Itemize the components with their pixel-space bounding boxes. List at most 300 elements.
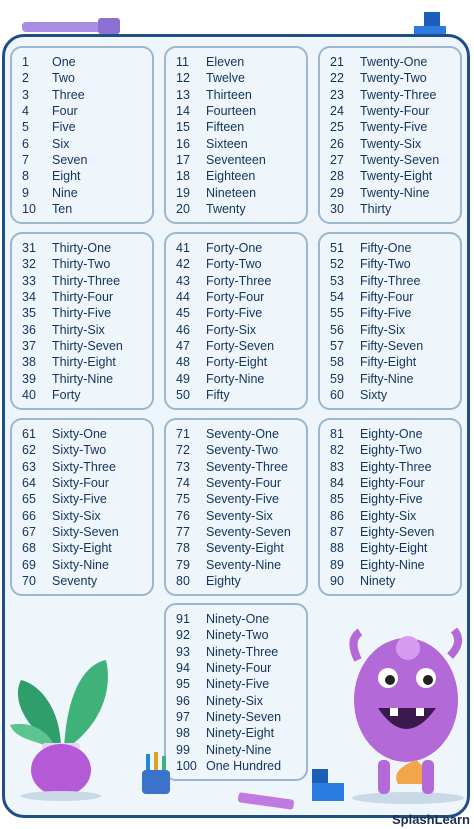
number-value: 94 <box>176 661 190 676</box>
number-value: 80 <box>176 573 190 588</box>
number-value: 59 <box>330 371 344 386</box>
number-word: Sixty-Two <box>52 443 107 458</box>
number-word: Fifty-One <box>360 241 412 256</box>
number-row <box>12 370 152 386</box>
number-value: 87 <box>330 524 344 539</box>
number-word: Seventy-Eight <box>206 541 284 556</box>
number-row <box>320 442 460 458</box>
number-value: 24 <box>330 104 344 119</box>
number-row <box>12 201 152 217</box>
number-word: Ninety-Eight <box>206 726 275 741</box>
number-value: 97 <box>176 709 190 724</box>
number-row <box>320 573 460 589</box>
number-value: 96 <box>176 693 190 708</box>
number-row <box>166 524 306 540</box>
number-value: 50 <box>176 387 190 402</box>
number-value: 42 <box>176 257 190 272</box>
number-card <box>318 46 462 224</box>
number-row <box>320 119 460 135</box>
number-card <box>164 46 308 224</box>
number-row <box>12 459 152 475</box>
number-word: Sixty-Eight <box>52 541 112 556</box>
number-word: Forty-Seven <box>206 338 275 353</box>
number-value: 43 <box>176 273 190 288</box>
pencil-cup-icon <box>138 752 174 798</box>
number-word: Thirty-One <box>52 241 112 256</box>
number-card <box>10 418 154 596</box>
number-row <box>12 305 152 321</box>
number-row <box>166 611 306 627</box>
number-word: Forty-Nine <box>206 371 265 386</box>
number-row <box>12 387 152 403</box>
number-value: 63 <box>22 459 36 474</box>
number-value: 37 <box>22 338 36 353</box>
number-value: 53 <box>330 273 344 288</box>
number-value: 16 <box>176 136 190 151</box>
number-value: 89 <box>330 557 344 572</box>
number-value: 56 <box>330 322 344 337</box>
number-word: Thirteen <box>206 87 252 102</box>
number-value: 33 <box>22 273 36 288</box>
number-value: 72 <box>176 443 190 458</box>
number-word: Thirty-Four <box>52 290 114 305</box>
number-value: 12 <box>176 71 190 86</box>
number-value: 98 <box>176 726 190 741</box>
number-row <box>12 540 152 556</box>
number-row <box>166 338 306 354</box>
number-row <box>12 354 152 370</box>
number-word: Fifty-Six <box>360 322 406 337</box>
number-word: Eleven <box>206 55 245 70</box>
number-value: 22 <box>330 71 344 86</box>
number-value: 38 <box>22 355 36 370</box>
number-value: 58 <box>330 355 344 370</box>
number-row <box>166 387 306 403</box>
number-word: Sixty <box>360 387 388 402</box>
number-value: 79 <box>176 557 190 572</box>
number-word: Eighty-Two <box>360 443 422 458</box>
number-row <box>320 70 460 86</box>
number-row <box>12 426 152 442</box>
pencil-icon <box>232 790 302 812</box>
number-row <box>166 152 306 168</box>
number-row <box>320 305 460 321</box>
number-word: Eight <box>52 169 81 184</box>
number-word: Thirty <box>360 201 392 216</box>
number-word: Thirty-Two <box>52 257 111 272</box>
number-word: Sixty-Four <box>52 476 109 491</box>
number-value: 64 <box>22 476 36 491</box>
number-word: Twenty <box>206 201 246 216</box>
number-word: Seventy-Seven <box>206 524 291 539</box>
number-word: Twenty-Six <box>360 136 422 151</box>
number-row <box>320 556 460 572</box>
number-row <box>166 87 306 103</box>
number-row <box>12 289 152 305</box>
number-row <box>12 184 152 200</box>
number-word: Sixty-Nine <box>52 557 109 572</box>
number-row <box>166 240 306 256</box>
number-value: 45 <box>176 306 190 321</box>
number-value: 60 <box>330 387 344 402</box>
number-word: Five <box>52 120 76 135</box>
number-row <box>12 507 152 523</box>
number-value: 70 <box>22 573 36 588</box>
number-row <box>320 152 460 168</box>
number-row <box>166 442 306 458</box>
number-value: 6 <box>22 136 29 151</box>
number-word: Fifty-Seven <box>360 338 424 353</box>
number-row <box>12 168 152 184</box>
number-value: 93 <box>176 644 190 659</box>
number-value: 35 <box>22 306 36 321</box>
number-value: 9 <box>22 185 29 200</box>
number-row <box>12 475 152 491</box>
number-value: 39 <box>22 371 36 386</box>
number-row <box>320 507 460 523</box>
number-word: Twenty-One <box>360 55 428 70</box>
number-word: One Hundred <box>206 758 282 773</box>
number-row <box>12 87 152 103</box>
number-word: Forty-Three <box>206 273 272 288</box>
number-word: Eighty-Seven <box>360 524 435 539</box>
number-row <box>166 321 306 337</box>
number-row <box>12 491 152 507</box>
number-word: Eighty-Nine <box>360 557 425 572</box>
number-word: Ninety-Seven <box>206 709 282 724</box>
number-word: Forty-Six <box>206 322 256 337</box>
number-value: 71 <box>176 427 190 442</box>
number-value: 10 <box>22 201 36 216</box>
number-value: 36 <box>22 322 36 337</box>
number-word: Twenty-Five <box>360 120 428 135</box>
number-word: Eighty <box>206 573 241 588</box>
number-word: Eighty-Four <box>360 476 425 491</box>
number-row <box>320 426 460 442</box>
number-word: Thirty-Nine <box>52 371 114 386</box>
number-value: 99 <box>176 742 190 757</box>
number-word: Fifty-Nine <box>360 371 414 386</box>
number-value: 19 <box>176 185 190 200</box>
number-value: 15 <box>176 120 190 135</box>
number-word: Forty-Eight <box>206 355 268 370</box>
number-word: Ninety-One <box>206 612 270 627</box>
number-word: Seventy-Three <box>206 459 288 474</box>
number-row <box>12 256 152 272</box>
number-word: Sixty-Six <box>52 508 101 523</box>
number-row <box>320 256 460 272</box>
number-row <box>320 135 460 151</box>
number-value: 4 <box>22 104 29 119</box>
number-word: Thirty-Five <box>52 306 112 321</box>
number-word: Six <box>52 136 70 151</box>
number-value: 7 <box>22 152 29 167</box>
number-word: Twelve <box>206 71 245 86</box>
number-row <box>12 524 152 540</box>
number-word: Four <box>52 104 78 119</box>
number-word: Ninety-Four <box>206 661 272 676</box>
number-row <box>12 321 152 337</box>
number-value: 31 <box>22 241 36 256</box>
number-row <box>166 660 306 676</box>
number-row <box>166 370 306 386</box>
number-row <box>320 338 460 354</box>
number-value: 88 <box>330 541 344 556</box>
number-row <box>320 87 460 103</box>
number-row <box>320 524 460 540</box>
number-row <box>166 103 306 119</box>
number-row <box>166 70 306 86</box>
number-value: 55 <box>330 306 344 321</box>
number-row <box>166 627 306 643</box>
number-row <box>166 168 306 184</box>
number-word: One <box>52 55 76 70</box>
number-row <box>166 459 306 475</box>
number-value: 62 <box>22 443 36 458</box>
number-row <box>166 741 306 757</box>
number-word: Eighty-Six <box>360 508 417 523</box>
number-row <box>320 459 460 475</box>
number-value: 65 <box>22 492 36 507</box>
monster-icon <box>338 620 474 810</box>
number-value: 11 <box>176 55 189 70</box>
number-word: Ten <box>52 201 73 216</box>
number-value: 84 <box>330 476 344 491</box>
number-value: 90 <box>330 573 344 588</box>
number-value: 20 <box>176 201 190 216</box>
number-word: Twenty-Nine <box>360 185 430 200</box>
number-word: Seventy-Two <box>206 443 279 458</box>
number-value: 14 <box>176 104 190 119</box>
number-card <box>318 418 462 596</box>
number-word: Two <box>52 71 75 86</box>
number-word: Eighty-One <box>360 427 423 442</box>
number-row <box>166 676 306 692</box>
number-row <box>12 152 152 168</box>
number-word: Ninety-Three <box>206 644 279 659</box>
number-word: Forty-Four <box>206 290 265 305</box>
number-word: Nineteen <box>206 185 257 200</box>
number-row <box>12 442 152 458</box>
number-word: Twenty-Four <box>360 104 430 119</box>
number-row <box>166 725 306 741</box>
number-word: Sixty-Seven <box>52 524 119 539</box>
number-word: Fifteen <box>206 120 245 135</box>
number-card <box>318 232 462 410</box>
number-value: 26 <box>330 136 344 151</box>
number-row <box>12 240 152 256</box>
number-word: Forty-Two <box>206 257 262 272</box>
number-row <box>320 370 460 386</box>
number-word: Seventy-Four <box>206 476 282 491</box>
number-word: Sixty-Three <box>52 459 116 474</box>
number-value: 57 <box>330 338 344 353</box>
number-row <box>166 426 306 442</box>
number-value: 76 <box>176 508 190 523</box>
number-row <box>320 184 460 200</box>
eraser-icon <box>98 18 120 34</box>
number-card <box>164 418 308 596</box>
number-word: Three <box>52 87 85 102</box>
number-word: Thirty-Eight <box>52 355 116 370</box>
number-value: 68 <box>22 541 36 556</box>
number-row <box>320 201 460 217</box>
number-value: 77 <box>176 524 190 539</box>
number-value: 83 <box>330 459 344 474</box>
number-word: Eighty-Three <box>360 459 432 474</box>
number-value: 86 <box>330 508 344 523</box>
number-row <box>166 305 306 321</box>
number-row <box>12 573 152 589</box>
number-value: 48 <box>176 355 190 370</box>
number-row <box>166 507 306 523</box>
number-value: 75 <box>176 492 190 507</box>
number-value: 8 <box>22 169 29 184</box>
number-word: Nine <box>52 185 78 200</box>
number-value: 66 <box>22 508 36 523</box>
number-row <box>320 240 460 256</box>
number-value: 49 <box>176 371 190 386</box>
number-row <box>166 289 306 305</box>
number-row <box>320 289 460 305</box>
number-word: Fifty-Two <box>360 257 411 272</box>
number-row <box>166 135 306 151</box>
number-row <box>166 644 306 660</box>
number-row <box>166 709 306 725</box>
number-row <box>166 54 306 70</box>
number-card <box>164 603 308 781</box>
number-row <box>166 540 306 556</box>
number-value: 81 <box>330 427 344 442</box>
number-row <box>320 103 460 119</box>
number-row <box>166 758 306 774</box>
number-value: 40 <box>22 387 36 402</box>
number-word: Fifty-Five <box>360 306 412 321</box>
number-word: Forty-Five <box>206 306 263 321</box>
number-row <box>166 119 306 135</box>
number-value: 5 <box>22 120 29 135</box>
number-row <box>12 556 152 572</box>
number-word: Eighty-Eight <box>360 541 428 556</box>
number-value: 30 <box>330 201 344 216</box>
number-row <box>320 54 460 70</box>
number-value: 3 <box>22 87 29 102</box>
number-row <box>12 135 152 151</box>
number-value: 78 <box>176 541 190 556</box>
number-word: Fifty-Three <box>360 273 421 288</box>
number-word: Thirty-Six <box>52 322 105 337</box>
number-row <box>166 692 306 708</box>
number-row <box>320 168 460 184</box>
number-value: 47 <box>176 338 190 353</box>
number-value: 17 <box>176 152 190 167</box>
number-value: 32 <box>22 257 36 272</box>
number-card <box>10 232 154 410</box>
number-row <box>320 273 460 289</box>
plant-icon <box>6 640 116 805</box>
number-value: 21 <box>330 55 344 70</box>
number-value: 13 <box>176 87 190 102</box>
number-value: 73 <box>176 459 190 474</box>
number-word: Ninety-Nine <box>206 742 272 757</box>
number-word: Seventy <box>52 573 98 588</box>
number-word: Seven <box>52 152 88 167</box>
number-row <box>166 475 306 491</box>
number-row <box>166 273 306 289</box>
number-word: Eighteen <box>206 169 256 184</box>
number-value: 69 <box>22 557 36 572</box>
number-value: 29 <box>330 185 344 200</box>
number-word: Seventy-Nine <box>206 557 282 572</box>
number-value: 92 <box>176 628 190 643</box>
number-value: 54 <box>330 290 344 305</box>
number-value: 74 <box>176 476 190 491</box>
number-row <box>166 201 306 217</box>
number-value: 41 <box>176 241 190 256</box>
number-row <box>320 354 460 370</box>
number-word: Thirty-Seven <box>52 338 123 353</box>
number-word: Twenty-Seven <box>360 152 440 167</box>
number-value: 91 <box>176 612 190 627</box>
number-word: Fifty-Four <box>360 290 414 305</box>
number-value: 52 <box>330 257 344 272</box>
number-word: Sixty-Five <box>52 492 107 507</box>
number-word: Forty <box>52 387 81 402</box>
number-word: Thirty-Three <box>52 273 121 288</box>
number-word: Seventy-Five <box>206 492 279 507</box>
number-row <box>12 273 152 289</box>
number-word: Seventy-One <box>206 427 279 442</box>
number-word: Forty-One <box>206 241 263 256</box>
number-row <box>12 119 152 135</box>
number-value: 28 <box>330 169 344 184</box>
number-value: 46 <box>176 322 190 337</box>
number-value: 82 <box>330 443 344 458</box>
number-row <box>12 70 152 86</box>
number-word: Eighty-Five <box>360 492 423 507</box>
number-value: 23 <box>330 87 344 102</box>
number-word: Fifty <box>206 387 230 402</box>
number-row <box>320 491 460 507</box>
number-value: 51 <box>330 241 344 256</box>
number-word: Ninety-Six <box>206 693 263 708</box>
number-word: Seventeen <box>206 152 266 167</box>
number-row <box>166 354 306 370</box>
number-row <box>12 103 152 119</box>
number-row <box>320 540 460 556</box>
number-word: Sixty-One <box>52 427 107 442</box>
number-word: Twenty-Eight <box>360 169 433 184</box>
number-value: 18 <box>176 169 190 184</box>
number-value: 2 <box>22 71 29 86</box>
number-word: Sixteen <box>206 136 248 151</box>
number-value: 85 <box>330 492 344 507</box>
number-value: 44 <box>176 290 190 305</box>
number-word: Fourteen <box>206 104 257 119</box>
number-value: 1 <box>22 55 29 70</box>
number-value: 25 <box>330 120 344 135</box>
number-value: 95 <box>176 677 190 692</box>
number-row <box>320 321 460 337</box>
number-row <box>320 387 460 403</box>
number-word: Ninety <box>360 573 396 588</box>
number-word: Ninety-Two <box>206 628 269 643</box>
number-row <box>12 338 152 354</box>
number-word: Fifty-Eight <box>360 355 417 370</box>
number-row <box>166 491 306 507</box>
number-card <box>10 46 154 224</box>
number-row <box>166 556 306 572</box>
